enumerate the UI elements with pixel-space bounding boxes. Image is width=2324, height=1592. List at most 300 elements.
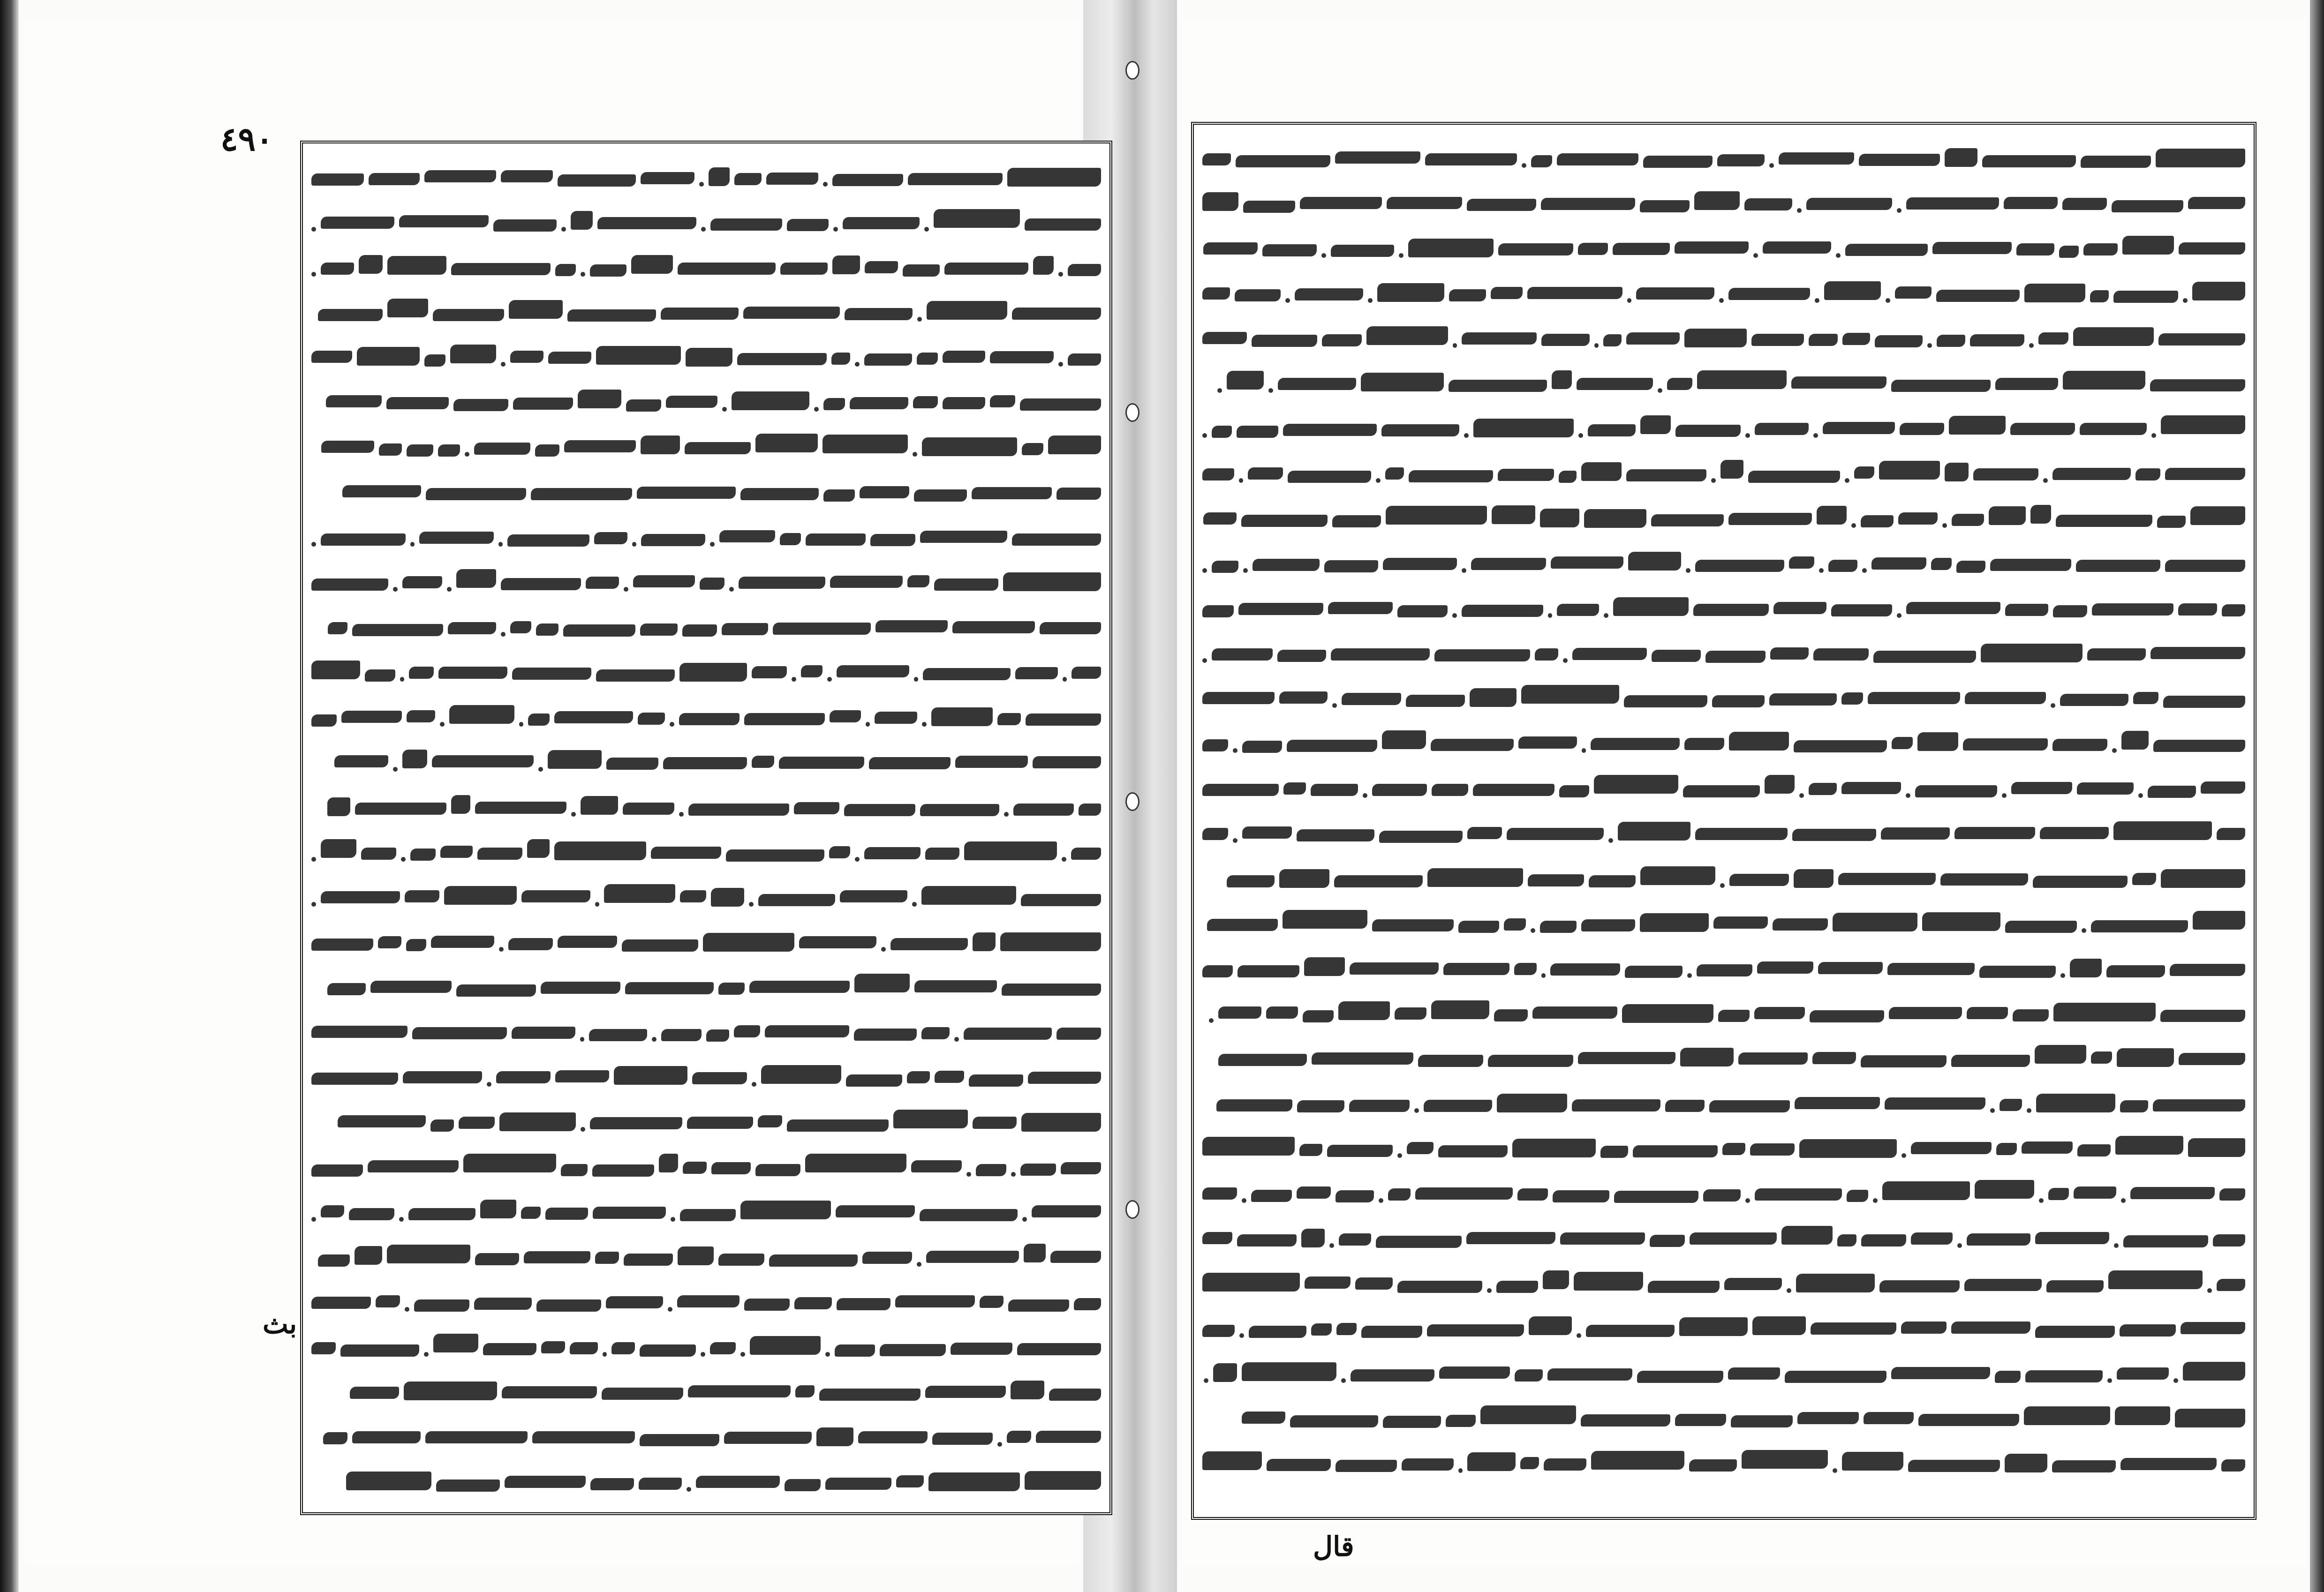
ink-word (2115, 1406, 2170, 1425)
ink-word (1540, 509, 1579, 527)
ink-word (843, 217, 920, 229)
ink-word (311, 1026, 407, 1038)
ink-word (586, 577, 619, 589)
ink-word (1964, 1279, 2042, 1291)
ink-word (513, 398, 573, 410)
ink-word (822, 435, 908, 453)
ink-word (925, 848, 959, 860)
ink-word (794, 1297, 832, 1309)
ink-word (1304, 957, 1345, 976)
ink-word (548, 750, 602, 769)
ink-dot (1233, 748, 1237, 753)
ink-word (2035, 1326, 2115, 1338)
ink-word (1594, 775, 1678, 794)
margin-note: بث (263, 1308, 297, 1340)
ink-dot (913, 452, 917, 457)
ink-word (1908, 1460, 2000, 1472)
ink-word (412, 1027, 507, 1039)
ink-word (1040, 622, 1101, 634)
ink-word (850, 397, 908, 409)
ink-word (1922, 912, 2000, 931)
ink-word (858, 1431, 928, 1443)
ink-word (1937, 335, 1966, 347)
text-line (311, 1457, 1101, 1492)
ink-word (1202, 192, 1238, 211)
ink-word (806, 533, 866, 546)
ink-word (527, 839, 550, 858)
ink-dot (1285, 298, 1290, 303)
ink-word (1613, 597, 1688, 616)
ink-word (1871, 557, 1926, 570)
text-line (1202, 1348, 2245, 1383)
ink-word (432, 755, 534, 767)
ink-word (2161, 869, 2245, 888)
ink-word (1531, 155, 1552, 167)
ink-word (2181, 1322, 2245, 1334)
ink-word (456, 569, 496, 588)
ink-dot (1242, 1198, 1246, 1203)
ink-word (1956, 561, 1985, 573)
ink-word (1831, 604, 1892, 616)
stitch-hole (1125, 792, 1139, 811)
ink-dot (1769, 163, 1774, 168)
ink-word (997, 713, 1021, 725)
ink-word (1693, 604, 1769, 616)
text-line (1202, 1258, 2245, 1293)
ink-dot (866, 722, 870, 727)
ink-word (1202, 1232, 1232, 1244)
ink-word (1334, 875, 1423, 887)
ink-word (2221, 1459, 2245, 1472)
ink-word (2188, 197, 2245, 209)
ink-word (1643, 156, 1713, 168)
ink-dot (912, 902, 917, 907)
ink-word (414, 1299, 469, 1312)
ink-word (1703, 1189, 1741, 1202)
ink-word (825, 1478, 891, 1490)
ink-word (955, 756, 1028, 768)
ink-word (512, 668, 592, 680)
ink-word (2030, 505, 2051, 524)
ink-word (1007, 1431, 1031, 1443)
ink-word (1267, 1459, 1331, 1471)
ink-dot (1720, 883, 1725, 888)
ink-dot (311, 1217, 316, 1222)
ink-word (1355, 1277, 1393, 1290)
ink-dot (501, 632, 506, 637)
ink-word (1675, 241, 1749, 254)
ink-word (1861, 1055, 1947, 1067)
ink-word (1695, 828, 1787, 840)
ink-dot (2114, 1243, 2119, 1248)
ink-word (1279, 869, 1329, 888)
ink-word (1202, 1137, 1295, 1156)
ink-word (2135, 468, 2160, 481)
ink-dot (311, 857, 316, 862)
ink-word (402, 576, 442, 588)
ink-word (555, 264, 576, 276)
ink-dot (1990, 1108, 1995, 1113)
ink-dot (2151, 433, 2156, 438)
ink-word (1312, 1052, 1413, 1065)
ink-word (805, 1154, 906, 1172)
ink-word (2035, 1232, 2109, 1244)
ink-word (1557, 153, 1639, 165)
ink-word (1473, 419, 1574, 437)
ink-word (311, 1342, 336, 1354)
ink-word (1458, 921, 1499, 933)
ink-dot (914, 677, 919, 682)
ink-word (1996, 1143, 2017, 1155)
ink-dot (1578, 433, 1583, 438)
ink-dot (499, 947, 504, 952)
ink-dot (922, 722, 927, 727)
ink-word (1544, 1458, 1586, 1471)
ink-word (474, 1298, 532, 1310)
ink-dot (1379, 1198, 1383, 1203)
ink-word (1769, 693, 1837, 706)
ink-word (896, 1475, 924, 1487)
ink-word (787, 219, 829, 231)
text-line (311, 827, 1101, 862)
text-line (311, 197, 1101, 232)
ink-word (765, 1025, 849, 1037)
scan-edge-left (0, 0, 19, 1592)
ink-word (1202, 1451, 1262, 1470)
ink-word (1235, 289, 1281, 301)
stitch-hole (1125, 1200, 1139, 1219)
ink-word (2178, 603, 2217, 616)
ink-word (1600, 1146, 1628, 1158)
ink-word (1388, 1188, 1411, 1201)
ink-word (590, 264, 626, 277)
ink-word (563, 624, 635, 637)
ink-word (1915, 785, 1997, 797)
ink-word (475, 802, 566, 814)
ink-word (1879, 461, 1940, 480)
ink-word (1013, 804, 1074, 816)
ink-word (1071, 848, 1101, 860)
ink-word (555, 1070, 609, 1082)
ink-word (1842, 1452, 1903, 1471)
text-line (1202, 493, 2245, 528)
ink-dot (668, 1307, 672, 1312)
ink-word (1071, 667, 1101, 679)
ink-dot (749, 902, 754, 907)
ink-word (2000, 1099, 2022, 1111)
ink-dot (729, 587, 734, 592)
ink-word (1675, 1414, 1726, 1426)
ink-word (639, 1478, 682, 1490)
ink-word (355, 1246, 382, 1265)
ink-word (1626, 332, 1679, 345)
ink-word (1322, 334, 1362, 346)
ink-word (1079, 804, 1101, 816)
ink-word (1847, 1190, 1868, 1202)
ink-word (1462, 605, 1543, 617)
ink-word (1591, 1451, 1684, 1470)
ink-word (453, 399, 508, 411)
ink-word (1488, 1055, 1573, 1067)
ink-dot (440, 722, 445, 727)
ink-word (1792, 829, 1876, 841)
ink-dot (1873, 1198, 1878, 1203)
ink-word (521, 890, 590, 902)
ink-word (406, 939, 426, 951)
ink-word (641, 172, 694, 184)
ink-word (376, 1295, 400, 1307)
ink-word (409, 667, 434, 679)
ink-word (1297, 1100, 1344, 1112)
ink-word (1277, 650, 1327, 662)
text-line (1202, 808, 2245, 843)
ink-word (990, 395, 1015, 407)
ink-dot (1833, 1468, 1837, 1473)
ink-word (1589, 875, 1636, 887)
ink-word (761, 1065, 841, 1084)
ink-word (438, 444, 460, 457)
ink-word (895, 1295, 975, 1307)
ink-word (964, 841, 1057, 860)
ink-word (2130, 1187, 2215, 1199)
ink-dot (501, 362, 506, 367)
ink-word (943, 397, 985, 409)
ink-word (1287, 740, 1377, 752)
ink-word (1036, 1431, 1101, 1443)
ink-word (1861, 515, 1894, 527)
ink-word (687, 1117, 753, 1129)
ink-dot (701, 1352, 705, 1357)
ink-word (541, 982, 620, 994)
ink-word (2033, 876, 2128, 888)
ink-word (1541, 198, 1635, 210)
ink-word (973, 1117, 1017, 1129)
ink-word (686, 348, 732, 367)
ink-word (1324, 560, 1378, 572)
ink-word (1283, 910, 1367, 929)
ink-word (1242, 1362, 1336, 1381)
ink-word (1000, 932, 1101, 951)
ink-word (1443, 963, 1509, 975)
ink-word (1837, 1234, 1856, 1247)
ink-word (875, 712, 917, 724)
ink-word (1218, 1054, 1307, 1066)
ink-word (865, 261, 898, 273)
ink-dot (580, 1037, 585, 1042)
ink-dot (2060, 973, 2065, 978)
ink-word (641, 534, 705, 546)
ink-word (837, 1298, 890, 1310)
ink-word (2016, 243, 2054, 255)
ink-word (624, 1254, 673, 1266)
ink-dot (581, 272, 585, 277)
ink-word (869, 757, 951, 769)
ink-dot (519, 722, 524, 727)
ink-dot (827, 677, 832, 682)
ink-word (1791, 376, 1886, 389)
ink-word (2024, 1406, 2110, 1425)
ink-word (1418, 1055, 1483, 1067)
ink-word (836, 1205, 915, 1217)
ink-word (787, 1119, 889, 1132)
ink-word (2115, 1136, 2184, 1155)
ink-dot (2207, 1288, 2212, 1293)
ink-word (2063, 371, 2145, 390)
ink-word (1755, 1188, 1842, 1201)
ink-word (1386, 506, 1487, 525)
ink-word (477, 848, 522, 860)
ink-word (773, 623, 871, 635)
ink-dot (401, 857, 406, 862)
ink-word (1520, 1457, 1539, 1469)
ink-word (1684, 738, 1724, 750)
ink-word (606, 758, 658, 770)
ink-word (554, 711, 633, 723)
ink-word (433, 309, 504, 321)
ink-word (1008, 1299, 1069, 1312)
ink-word (711, 888, 744, 907)
ink-word (480, 1200, 516, 1218)
ink-word (622, 939, 698, 952)
ink-word (474, 443, 530, 455)
ink-word (2060, 694, 2128, 706)
ink-word (661, 1029, 702, 1041)
ink-word (1543, 1270, 1569, 1289)
ink-word (1020, 398, 1101, 411)
ink-word (1212, 561, 1239, 573)
ink-word (2117, 1048, 2174, 1067)
text-line (1202, 763, 2245, 798)
ink-word (829, 846, 851, 858)
ink-word (2059, 246, 2079, 258)
ink-word (890, 938, 968, 950)
ink-word (862, 1252, 912, 1264)
ink-word (1262, 244, 1317, 256)
ink-word (1528, 874, 1584, 886)
ink-word (341, 711, 402, 723)
ink-word (1813, 648, 1869, 661)
ink-dot (1851, 523, 1856, 528)
ink-word (2188, 1138, 2245, 1157)
ink-word (407, 444, 433, 457)
ink-dot (1341, 1378, 1346, 1383)
ink-word (2153, 740, 2245, 752)
ink-word (682, 624, 717, 637)
ink-word (1779, 152, 1855, 165)
ink-word (1434, 649, 1530, 661)
ink-word (590, 1117, 682, 1129)
ink-word (2036, 1094, 2115, 1112)
ink-word (592, 1164, 654, 1177)
ink-word (1717, 154, 1765, 166)
ink-word (1290, 1415, 1378, 1427)
ink-word (535, 444, 559, 457)
ink-dot (1202, 658, 1207, 663)
ink-word (651, 847, 721, 859)
ink-word (832, 255, 860, 274)
ink-word (1891, 1367, 1990, 1379)
ink-word (973, 932, 996, 951)
ink-word (625, 982, 714, 994)
ink-word (1492, 505, 1535, 524)
ink-word (2113, 821, 2212, 840)
ink-word (1473, 784, 1555, 796)
ink-word (2052, 739, 2108, 751)
ink-word (1854, 466, 1874, 479)
ink-word (2053, 1003, 2156, 1021)
ink-word (623, 803, 674, 815)
ink-word (1339, 1233, 1371, 1246)
ink-dot (670, 722, 674, 727)
text-line (1202, 628, 2245, 663)
ink-word (1817, 506, 1847, 525)
ink-word (2179, 242, 2245, 255)
ink-word (408, 1208, 475, 1220)
ink-word (1728, 513, 1812, 525)
ink-word (718, 1254, 764, 1266)
ink-word (638, 713, 665, 725)
ink-word (318, 1254, 350, 1267)
ink-word (1550, 963, 1620, 976)
text-line (1202, 1213, 2245, 1248)
ink-word (769, 1254, 858, 1267)
ink-word (1395, 1007, 1426, 1020)
ink-word (311, 661, 360, 679)
ink-word (1336, 1460, 1397, 1472)
ink-word (379, 443, 402, 456)
ink-word (1757, 961, 1813, 974)
ink-word (840, 890, 908, 902)
ink-word (311, 173, 364, 186)
ink-word (1751, 334, 1804, 346)
ink-word (1002, 984, 1101, 996)
ink-word (726, 849, 824, 862)
ink-dot (1942, 523, 1947, 528)
ink-dot (1217, 388, 1222, 393)
ink-word (1881, 827, 1950, 840)
text-line (1202, 538, 2245, 573)
ink-dot (465, 452, 469, 457)
ink-word (1376, 1236, 1462, 1248)
ink-word (1218, 1006, 1261, 1019)
ink-word (1342, 693, 1401, 705)
text-line (1202, 1078, 2245, 1113)
ink-word (1810, 1010, 1884, 1022)
catchword: قال (1313, 1531, 1354, 1562)
ink-word (1032, 1205, 1101, 1217)
ink-word (2112, 200, 2184, 212)
ink-word (1012, 533, 1101, 546)
ink-word (823, 489, 855, 502)
ink-word (2005, 921, 2077, 933)
ink-word (321, 1205, 344, 1217)
text-line (1202, 898, 2245, 933)
text-line (311, 1142, 1101, 1177)
ink-dot (1058, 362, 1063, 367)
ink-word (1572, 648, 1647, 660)
ink-word (1331, 245, 1394, 257)
ink-word (463, 1154, 556, 1172)
ink-word (602, 1388, 683, 1400)
ink-word (1859, 154, 1940, 166)
ink-word (502, 1386, 597, 1398)
ink-word (2081, 156, 2151, 168)
ink-word (1328, 602, 1393, 614)
ink-word (1892, 737, 1913, 749)
ink-word (1552, 370, 1572, 389)
ink-word (436, 1479, 500, 1492)
ink-word (352, 624, 443, 636)
